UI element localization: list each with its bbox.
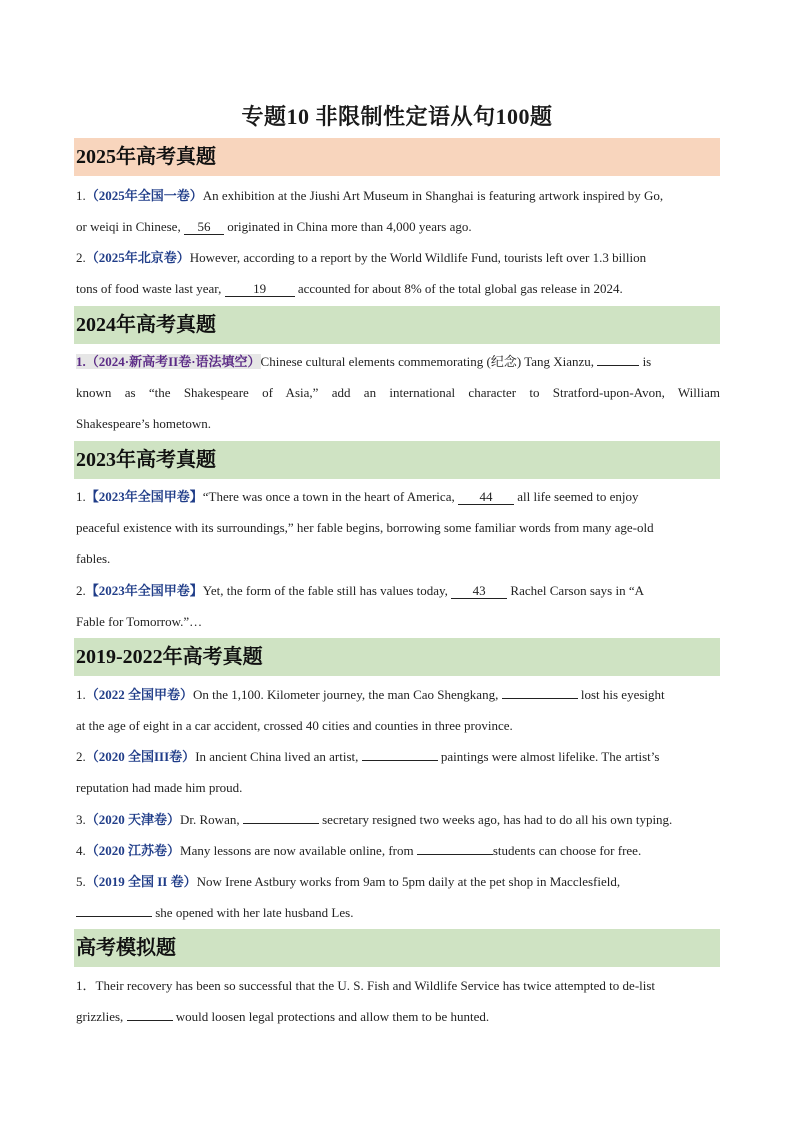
question-source: （2020 全国III卷）: [85, 749, 196, 764]
answer-blank: [597, 365, 639, 366]
question-2025-2-line2: tons of food waste last year, 19 accounted for about 8% of the total global gas release in 2024.: [76, 281, 623, 296]
question-2023-1-line2: peaceful existence with its surroundings,” her fable begins, borrowing some familiar words from many age-old: [76, 520, 654, 535]
question-2024-1-line1: 1.（2024·新高考II卷·语法填空）Chinese cultural elements commemorating (纪念) Tang Xianzu, is: [76, 354, 652, 369]
section-heading-2025: 2025年高考真题: [74, 138, 720, 176]
section-heading-2024: 2024年高考真题: [74, 306, 720, 344]
question-source: （2025年北京卷）: [85, 250, 190, 265]
answer-blank: 56: [184, 219, 224, 235]
answer-blank: [127, 1020, 173, 1021]
answer-blank: [502, 698, 578, 699]
question-source: （2025年全国一卷）: [85, 188, 203, 203]
question-2019-5-line2: she opened with her late husband Les.: [76, 904, 720, 922]
question-2023-2-line1: 2.【2023年全国甲卷】Yet, the form of the fable still has values today, 43 Rachel Carson says in “A: [76, 583, 645, 598]
question-2019-5-line1: 5.（2019 全国 II 卷）Now Irene Astbury works from 9am to 5pm daily at the pet shop in Macclesfield,: [76, 874, 621, 889]
question-2020-4-line1: 4.（2020 江苏卷）Many lessons are now available online, from students can choose for free.: [76, 843, 642, 858]
question-2023-1-line1: 1.【2023年全国甲卷】“There was once a town in the heart of America, 44 all life seemed to enjoy: [76, 489, 639, 504]
section-heading-2023: 2023年高考真题: [74, 441, 720, 479]
section-heading-2019-2022: 2019-2022年高考真题: [74, 638, 720, 676]
question-2025-1-line2: or weiqi in Chinese, 56 originated in China more than 4,000 years ago.: [76, 219, 472, 234]
question-2025-1-line1: 1.（2025年全国一卷）An exhibition at the Jiushi Art Museum in Shanghai is featuring artwork inspired by Go,: [76, 188, 664, 203]
question-source: 【2023年全国甲卷】: [85, 583, 203, 598]
question-2023-1-line3: fables.: [76, 551, 111, 566]
answer-blank: 43: [451, 583, 507, 599]
answer-blank: [243, 823, 319, 824]
question-2022-1-line1: 1.（2022 全国甲卷）On the 1,100. Kilometer journey, the man Cao Shengkang, lost his eyesight: [76, 687, 665, 702]
question-source: （2019 全国 II 卷）: [85, 874, 197, 889]
question-2020-2-line2: reputation had made him proud.: [76, 780, 243, 795]
question-2023-2-line2: Fable for Tomorrow.”…: [76, 614, 203, 629]
page-title: 专题10 非限制性定语从句100题: [241, 104, 553, 129]
question-mock-1-line2: grizzlies, would loosen legal protections and allow them to be hunted.: [76, 1009, 490, 1024]
answer-blank: 19: [225, 281, 295, 297]
question-2020-3-line1: 3.（2020 天津卷）Dr. Rowan, secretary resigned two weeks ago, has had to do all his own typing.: [76, 812, 673, 827]
question-2024-1-line2: known as “the Shakespeare of Asia,” add an international character to Stratford-upon-Avon, William: [76, 385, 720, 400]
question-source: （2024·新高考II卷·语法填空）: [85, 354, 261, 369]
answer-blank: [76, 916, 152, 917]
question-source: （2020 天津卷）: [85, 812, 181, 827]
question-source: 1.: [76, 354, 86, 369]
answer-blank: [362, 760, 438, 761]
question-source: （2020 江苏卷）: [85, 843, 181, 858]
answer-blank: 44: [458, 489, 514, 505]
answer-blank: [417, 854, 493, 855]
question-2022-1-line2: at the age of eight in a car accident, crossed 40 cities and counties in three province.: [76, 718, 513, 733]
question-2020-2-line1: 2.（2020 全国III卷）In ancient China lived an artist, paintings were almost lifelike. The artist’s: [76, 749, 660, 764]
question-source: 【2023年全国甲卷】: [85, 489, 203, 504]
question-2024-1-line3: Shakespeare’s hometown.: [76, 416, 212, 431]
question-mock-1-line1: 1．Their recovery has been so successful that the U. S. Fish and Wildlife Service has twice attempted to de-list: [76, 978, 656, 993]
section-heading-mock: 高考模拟题: [74, 929, 720, 967]
question-2025-2-line1: 2.（2025年北京卷）However, according to a report by the World Wildlife Fund, tourists left over 1.3 billion: [76, 250, 647, 265]
question-source: （2022 全国甲卷）: [85, 687, 194, 702]
